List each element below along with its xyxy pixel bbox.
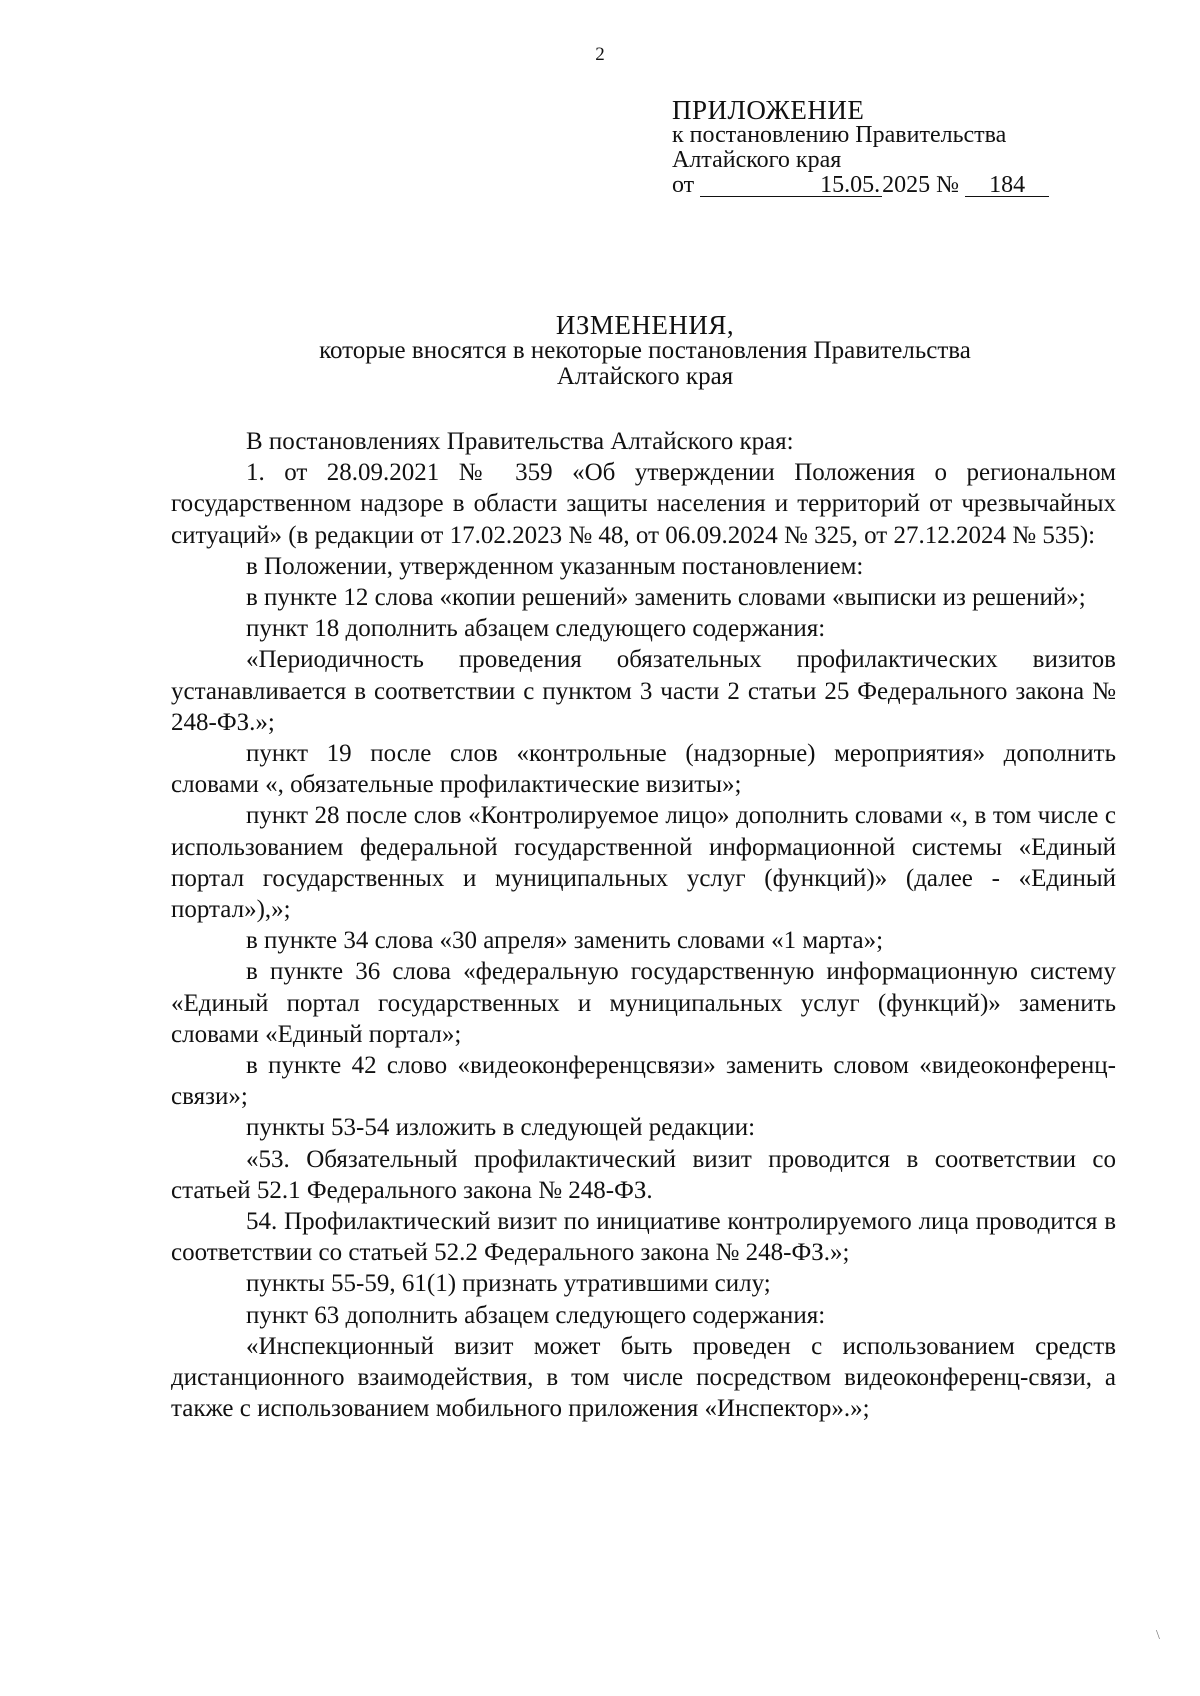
heading-title: ИЗМЕНЕНИЯ,	[555, 310, 735, 340]
paragraph: пункт 18 дополнить абзацем следующего содержания:	[246, 615, 826, 643]
paragraph: «Периодичность проведения обязательных профилактических визитов устанавливается в соответствии с пунктом 3 части 2 статьи 25 Федерального закона № 248-ФЗ.»;	[171, 646, 1116, 736]
paragraph: 1. от 28.09.2021 № 359 «Об утверждении Положения о региональном государственном надзоре в области защиты населения и территорий от чрезвычайных ситуаций» (в редакции от 17.02.2023 № 48, от 06.09.2024 № 325, от 27.12.2024 № 535):	[171, 459, 1116, 549]
paragraph: пункты 53-54 изложить в следующей редакции:	[246, 1114, 756, 1142]
appendix-date-line	[672, 173, 1092, 198]
paragraph: пункты 55-59, 61(1) признать утратившими силу;	[246, 1270, 771, 1298]
heading-line-1: которые вносятся в некоторые постановления Правительства	[319, 337, 971, 364]
appendix-line-2: Алтайского края	[672, 147, 842, 173]
date-prefix: от	[672, 172, 695, 198]
paragraph: в Положении, утвержденном указанным постановлением:	[246, 552, 864, 580]
paragraph: пункт 28 после слов «Контролируемое лицо» дополнить словами «, в том числе с использованием федеральной государственной информационной системы «Единый портал государственных и муниципальных услуг (функций)» (далее - «Единый портал»),»;	[171, 802, 1116, 924]
paragraph: «Инспекционный визит может быть проведен с использованием средств дистанционного взаимодействия, в том числе посредством видеоконференц-связи, а также с использованием мобильного приложения «Инспектор».»;	[171, 1332, 1116, 1423]
document-heading	[0, 312, 1200, 390]
paragraph: в пункте 34 слова «30 апреля» заменить словами «1 марта»;	[246, 927, 884, 955]
scan-mark: \	[1156, 1628, 1160, 1643]
paragraph: в пункте 36 слова «федеральную государственную информационную систему «Единый портал государственных и муниципальных услуг (функций)» заменить словами «Единый портал»;	[171, 958, 1116, 1048]
date-year: 2025 №	[882, 172, 960, 198]
paragraph: «53. Обязательный профилактический визит проводится в соответствии со статьей 52.1 Федерального закона № 248-ФЗ.	[171, 1145, 1116, 1204]
appendix-block	[672, 95, 1092, 198]
appendix-line-1: к постановлению Правительства	[672, 122, 1007, 148]
date-value: 15.05.	[700, 174, 882, 197]
document-number: 184	[965, 174, 1049, 197]
paragraph: в пункте 42 слово «видеоконференцсвязи» заменить словом «видеоконференц-связи»;	[171, 1052, 1116, 1111]
paragraph: 54. Профилактический визит по инициативе контролируемого лица проводится в соответствии со статьей 52.2 Федерального закона № 248-ФЗ.»;	[171, 1208, 1116, 1267]
heading-line-2: Алтайского края	[556, 363, 734, 390]
paragraph: пункт 19 после слов «контрольные (надзорные) мероприятия» дополнить словами «, обязательные профилактические визиты»;	[171, 740, 1116, 799]
page-number: 2	[595, 44, 605, 65]
paragraph: в пункте 12 слова «копии решений» заменить словами «выписки из решений»;	[246, 584, 1086, 612]
document-body	[171, 426, 1116, 1425]
appendix-title: ПРИЛОЖЕНИЕ	[672, 95, 865, 125]
paragraph: В постановлениях Правительства Алтайского края:	[246, 428, 794, 455]
paragraph: пункт 63 дополнить абзацем следующего содержания:	[246, 1301, 826, 1329]
